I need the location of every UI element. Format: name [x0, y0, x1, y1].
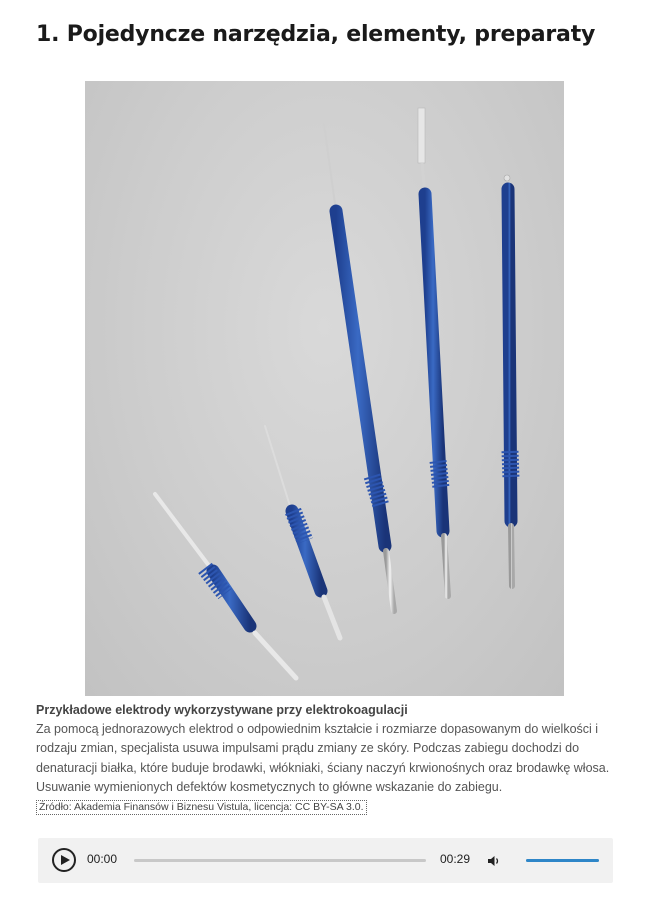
electrode-2 — [265, 426, 340, 638]
electrode-1 — [155, 494, 296, 678]
current-time: 00:00 — [87, 852, 118, 866]
audio-player — [38, 838, 613, 883]
page-title: 1. Pojedyncze narzędzia, elementy, preparaty — [36, 22, 596, 47]
caption-text: Za pomocą jednorazowych elektrod o odpowiednim kształcie i rozmiarze dopasowanym do wielkości i rodzaju zmian, specjalista usuwa impulsami prądu zmiany ze skóry. Podczas zabiegu dochodzi do denaturacji białka, które buduje brodawki, włókniaki, ściany naczyń krwionośnych oraz brodawkę włosa. Usuwanie wymienionych defektów kosmetycznych to główne wskazanie do zabiegu. — [36, 722, 610, 794]
play-button[interactable] — [52, 848, 76, 872]
electrode-5 — [504, 175, 512, 586]
speaker-icon[interactable] — [487, 854, 501, 868]
electrode-4 — [418, 108, 448, 596]
source-link[interactable]: Źródło: Akademia Finansów i Biznesu Vistula, licencja: CC BY-SA 3.0. — [36, 800, 367, 815]
play-icon — [61, 855, 70, 865]
electrode-3 — [324, 124, 394, 611]
electrodes-photo — [85, 81, 564, 696]
volume-slider[interactable] — [526, 859, 599, 862]
volume-level — [526, 859, 599, 862]
duration: 00:29 — [440, 852, 471, 866]
caption-title: Przykładowe elektrody wykorzystywane przy elektrokoagulacji — [36, 703, 408, 717]
figure-caption — [36, 701, 626, 816]
seek-bar[interactable] — [134, 859, 426, 862]
